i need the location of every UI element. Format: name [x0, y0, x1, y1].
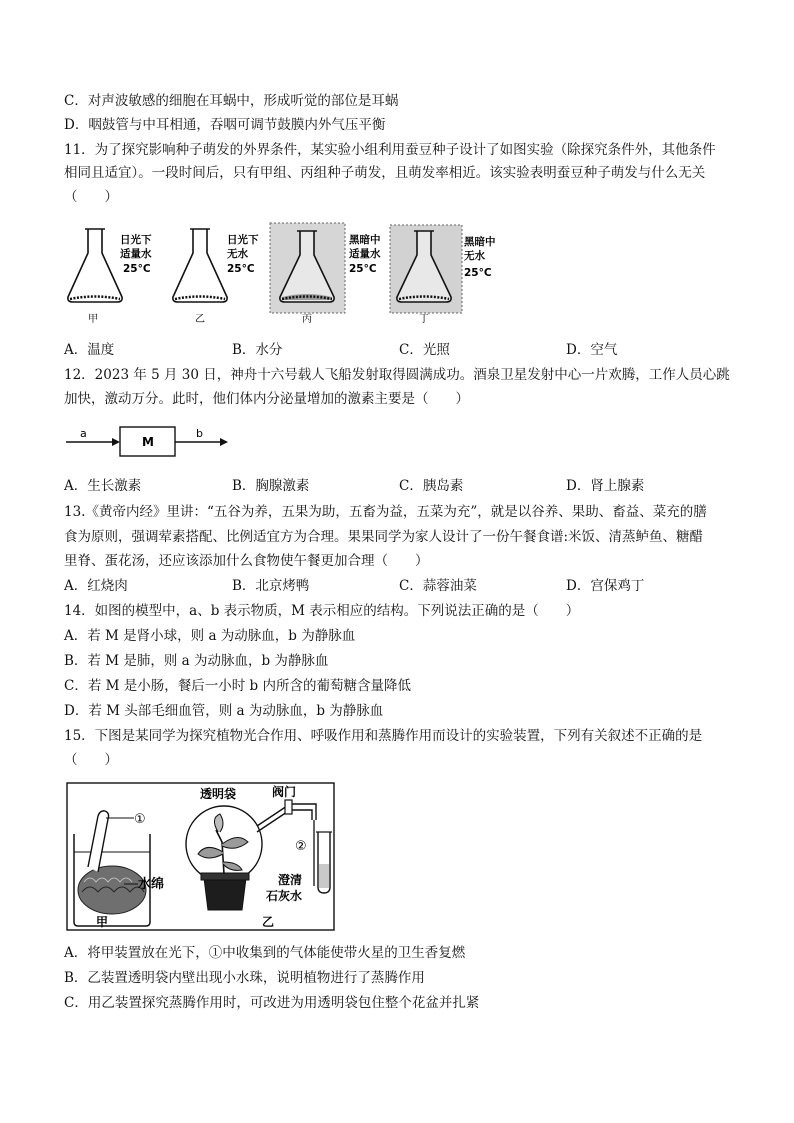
flask-jia-line2: 适量水: [120, 248, 152, 260]
q14-option-b: B．若 M 是肺，则 a 为动脉血，b 为静脉血: [64, 653, 329, 669]
flask-ding-line1: 黑暗中: [464, 236, 496, 248]
q12-option-b: B．胸腺激素: [232, 478, 310, 494]
marker-2: ②: [295, 839, 307, 854]
flask-jia-line3: 25°C: [123, 263, 151, 275]
q11-option-a: A．温度: [64, 342, 115, 358]
flask-yi-line3: 25°C: [227, 263, 255, 275]
q13-option-c: C．蒜蓉油菜: [399, 578, 477, 594]
q14-stem: 14．如图的模型中，a、b 表示物质，M 表示相应的结构。下列说法正确的是（ ）: [64, 603, 580, 619]
plant-experiment-apparatus: [66, 782, 336, 932]
q15-stem-line2: （ ）: [64, 752, 118, 768]
q14-option-a: A．若 M 是肾小球，则 a 为动脉血，b 为静脉血: [64, 628, 356, 644]
limewater-label-2: 石灰水: [266, 889, 303, 903]
q11-stem-line1: 11．为了探究影响种子萌发的外界条件，某实验小组利用蚕豆种子设计了如图实验（除探究条件外，其他条件: [64, 142, 716, 158]
q12-stem-line2: 加快，激动万分。此时，他们体内分泌量增加的激素主要是（ ）: [64, 391, 469, 407]
q11-option-c: C．光照: [399, 342, 450, 358]
flask-ding-label: 丁: [419, 314, 429, 325]
model-label-m: M: [142, 435, 154, 449]
label-jia: 甲: [96, 915, 109, 929]
q15-option-b: B．乙装置透明袋内壁出现小水珠，说明植物进行了蒸腾作用: [64, 970, 425, 986]
flask-bing-line1: 黑暗中: [349, 234, 381, 246]
q12-option-a: A．生长激素: [64, 478, 142, 494]
q15-stem-line1: 15．下图是某同学为探究植物光合作用、呼吸作用和蒸腾作用而设计的实验装置，下列有关叙述不正确的是: [64, 728, 703, 744]
valve-label: 阀门: [272, 785, 297, 799]
q12-option-d: D．肾上腺素: [566, 478, 645, 494]
bag-label: 透明袋: [200, 787, 237, 801]
q13-option-b: B．北京烤鸭: [232, 578, 310, 594]
q10-option-d: D．咽鼓管与中耳相通，吞咽可调节鼓膜内外气压平衡: [64, 117, 386, 133]
label-yi: 乙: [262, 915, 275, 929]
q13-option-a: A．红烧肉: [64, 578, 128, 594]
q13-stem-line1: 13.《黄帝内经》里讲：“五谷为养，五果为助，五畜为益，五菜为充”，就是以谷养、果助、畜益、菜充的膳: [64, 504, 707, 520]
flask-ding-line2: 无水: [464, 250, 485, 262]
flask-bing-label: 丙: [302, 314, 312, 325]
q13-stem-line3: 里脊、蛋花汤，还应该添加什么食物使午餐更加合理（ ）: [64, 553, 429, 569]
model-label-a: a: [80, 427, 87, 440]
q10-option-c: C．对声波敏感的细胞在耳蜗中，形成听觉的部位是耳蜗: [64, 93, 399, 109]
seed-germination-figure: [62, 215, 502, 327]
q12-option-c: C．胰岛素: [399, 478, 464, 494]
flask-jia-label: 甲: [88, 314, 98, 325]
flask-yi: [173, 229, 227, 302]
q11-option-b: B．水分: [232, 342, 283, 358]
flask-yi-label: 乙: [195, 314, 205, 325]
flask-bing-line2: 适量水: [349, 248, 381, 260]
model-label-b: b: [196, 427, 203, 440]
q11-stem-line3: （ ）: [64, 189, 118, 205]
q15-option-a: A．将甲装置放在光下，①中收集到的气体能使带火星的卫生香复燃: [64, 945, 466, 961]
q13-option-d: D．宫保鸡丁: [566, 578, 645, 594]
flask-jia-line1: 日光下: [120, 234, 152, 246]
q14-option-c: C．若 M 是小肠，餐后一小时 b 内所含的葡萄糖含量降低: [64, 678, 411, 694]
blood-flow-model: [62, 424, 232, 460]
limewater-label-1: 澄清: [278, 873, 303, 887]
q11-stem-line2: 相同且适宜）。一段时间后，只有甲组、丙组种子萌发，且萌发率相近。该实验表明蚕豆种子萌发与什么无关: [64, 165, 706, 181]
q11-option-d: D．空气: [566, 342, 618, 358]
q15-option-c: C．用乙装置探究蒸腾作用时，可改进为用透明袋包住整个花盆并扎紧: [64, 995, 480, 1011]
q12-stem-line1: 12．2023 年 5 月 30 日，神舟十六号载人飞船发射取得圆满成功。酒泉卫星发射中心一片欢腾，工作人员心跳: [64, 367, 730, 383]
flask-ding-line3: 25°C: [464, 267, 492, 279]
marker-1: ①: [134, 812, 146, 827]
flask-jia: [68, 229, 122, 302]
sponge-label: 水绵: [138, 877, 165, 892]
q13-stem-line2: 食为原则，强调荤素搭配、比例适宜方为合理。果果同学为家人设计了一份午餐食谱:米饭、清蒸鲈鱼、糖醋: [64, 529, 704, 545]
flask-bing-line3: 25°C: [349, 263, 377, 275]
flask-yi-line2: 无水: [227, 248, 248, 260]
q14-option-d: D．若 M 头部毛细血管，则 a 为动脉血，b 为静脉血: [64, 703, 384, 719]
flask-yi-line1: 日光下: [227, 234, 259, 246]
